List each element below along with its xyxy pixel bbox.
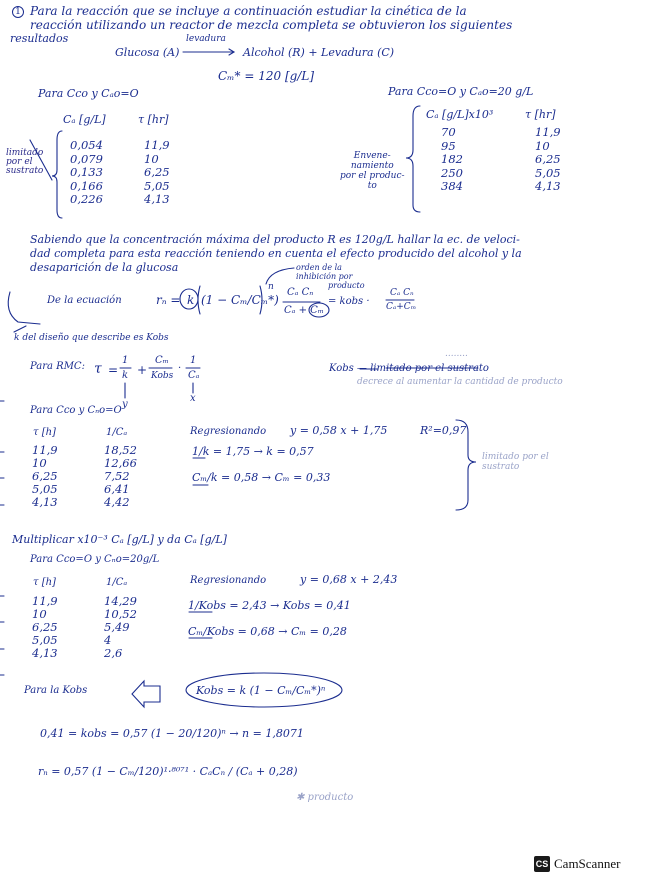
table-left-col1-header: Cₐ [g/L] <box>63 113 106 126</box>
table-cell: 4,13 <box>32 495 58 509</box>
rate-eq-note-top: orden de la <box>296 263 342 272</box>
cr-max-value: Cₘ* = 120 [g/L] <box>218 69 314 83</box>
rmc-one: 1 <box>190 355 197 366</box>
table-cell: 10 <box>535 138 550 153</box>
table-cell: 6,25 <box>535 152 561 167</box>
table-cell: 5,05 <box>535 165 561 180</box>
table-cell: 0,166 <box>70 178 103 193</box>
table-cell: 2,6 <box>104 646 123 660</box>
table-cell: 95 <box>441 138 456 153</box>
block1-step-1: 1/k = 1,75 → k = 0,57 <box>192 445 314 458</box>
block2-regression-eq: y = 0,68 x + 2,43 <box>300 573 398 586</box>
table-cell: 6,25 <box>32 620 58 634</box>
table-cell: 6,41 <box>104 482 130 496</box>
kobs-label: Para la Kobs <box>24 685 88 696</box>
problem-line-1: Sabiendo que la concentración máxima del producto R es 120g/L hallar la ec. de veloci- <box>30 233 520 246</box>
table-cell: 4,13 <box>144 192 170 207</box>
table-cell: 5,05 <box>144 178 170 193</box>
footer-band <box>0 820 649 883</box>
reaction-catalyst: levadura <box>186 34 226 44</box>
table-cell: 10 <box>32 456 47 470</box>
rate-eq-label: De la ecuación <box>47 295 122 306</box>
problem-line-3: desaparición de la glucosa <box>30 261 179 274</box>
rmc-dot: · <box>178 363 182 374</box>
table-cell: 4,13 <box>32 646 58 660</box>
block1-regression-label: Regresionando <box>190 426 267 437</box>
table-cell: 182 <box>441 152 463 167</box>
rmc-cm: Cₘ <box>155 355 169 366</box>
rate-eq-describe: k del diseño que describe es Kobs <box>14 333 169 343</box>
block1-brace-note: limitado por el sustrato <box>482 452 549 472</box>
table-cell: 11,9 <box>535 125 561 139</box>
table-cell: 18,52 <box>104 443 137 457</box>
rmc-one-over-k-num: 1 <box>122 355 129 366</box>
rate-eq-note-mid: inhibición por <box>296 272 353 281</box>
table-cell: 4,42 <box>104 495 130 509</box>
rate-eq-k: k <box>187 293 195 307</box>
block2-regression-label: Regresionando <box>190 575 267 586</box>
rmc-under-right: x <box>190 393 196 404</box>
table-right-col1-header: Cₐ [g/L]x10³ <box>426 108 494 121</box>
intro-line-1: Para la reacción que se incluye a continuación estudiar la cinética de la <box>30 4 467 18</box>
rate-eq-note-bot: producto <box>328 281 365 290</box>
block1-col2-header: 1/Cₐ <box>106 427 128 438</box>
table-cell: 10 <box>32 607 47 621</box>
table-cell: 6,25 <box>32 469 58 483</box>
problem-number: 1 <box>12 6 24 18</box>
block1-col1-header: τ [h] <box>33 427 56 438</box>
table-cell: 11,9 <box>144 138 170 152</box>
rmc-tau: τ <box>94 361 102 377</box>
table-right-col2-header: τ [hr] <box>525 108 556 121</box>
table-cell: 7,52 <box>104 469 130 483</box>
rate-eq-factor: (1 − Cₘ/Cₘ*) <box>201 293 279 307</box>
table-cell: 10 <box>144 151 159 166</box>
rate-eq-exponent: n <box>268 282 274 292</box>
block1-title: Para Cco y Cₙo=O <box>30 405 122 416</box>
table-cell: 250 <box>441 165 463 180</box>
multiply-note: Multiplicar x10⁻³ Cₐ [g/L] y da Cₐ [g/L] <box>12 533 227 546</box>
block1-regression-eq: y = 0,58 x + 1,75 <box>290 424 388 437</box>
camscanner-badge <box>534 856 620 872</box>
rmc-kobs: Kobs <box>151 371 174 381</box>
rate-eq-frac-num: Cₐ Cₙ <box>287 287 314 298</box>
camscanner-logo-icon: CS <box>534 856 550 872</box>
table-cell: 12,66 <box>104 456 137 470</box>
table-cell: 0,226 <box>70 192 103 207</box>
problem-line-2: dad completa para esta reacción teniendo en cuenta el efecto producido del alcohol y la <box>30 247 522 260</box>
table-cell: 14,29 <box>104 594 137 608</box>
table-cell: 0,133 <box>70 165 103 180</box>
rmc-eq-sign: = <box>108 363 119 377</box>
table-left-title: Para Cco y Cₐo=O <box>38 87 139 100</box>
kobs-producto-note: ✱ producto <box>296 792 354 803</box>
table-cell: 5,49 <box>104 620 130 634</box>
block2-col2-header: 1/Cₐ <box>106 577 128 588</box>
table-cell: 0,079 <box>70 151 103 166</box>
table-cell: 11,9 <box>32 594 58 608</box>
table-cell: 6,25 <box>144 165 170 180</box>
kobs-boxed-eq: Kobs = k (1 − Cₘ/Cₘ*)ⁿ <box>196 684 326 697</box>
rmc-one-over-k-den: k <box>122 370 129 381</box>
rmc-label: Para RMC: <box>30 361 85 372</box>
rmc-kobs-note-2: decrece al aumentar la cantidad de producto <box>357 377 563 387</box>
table-left-side-label: limitado por el sustrato <box>6 148 44 176</box>
rmc-kobs-note: Kobs — limitado por el sustrato <box>329 363 489 374</box>
block1-r2: R²=0,97 <box>420 424 467 437</box>
table-cell: 4 <box>104 633 112 647</box>
table-right-title: Para Cco=O y Cₐo=20 g/L <box>388 85 534 98</box>
rate-eq-kobs: = kobs · <box>328 296 370 307</box>
kobs-calc: 0,41 = kobs = 0,57 (1 − 20/120)ⁿ → n = 1,8071 <box>40 727 304 740</box>
rate-eq-kobs-num: Cₐ Cₙ <box>390 288 414 298</box>
table-cell: 4,13 <box>535 179 561 194</box>
block2-col1-header: τ [h] <box>33 577 56 588</box>
table-cell: 70 <box>441 125 456 139</box>
rmc-under-left: y <box>122 399 128 410</box>
table-cell: 5,05 <box>32 482 58 496</box>
table-left-col2-header: τ [hr] <box>138 113 169 126</box>
table-cell: 0,054 <box>70 138 103 152</box>
table-right-side-label: Envene- namiento por el produc- to <box>340 151 405 191</box>
reaction-reactant: Glucosa (A) <box>115 46 180 59</box>
block1-step-2: Cₘ/k = 0,58 → Cₘ = 0,33 <box>192 471 331 484</box>
rmc-ca: Cₐ <box>188 370 200 381</box>
kobs-final-eq: rₙ = 0,57 (1 − Cₘ/120)¹·⁸⁰⁷¹ · CₐCₙ / (Cₐ + 0,28) <box>38 765 298 778</box>
rmc-dots: ........ <box>445 349 468 359</box>
block2-title: Para Cco=O y Cₙo=20g/L <box>30 554 160 565</box>
rate-eq-kobs-den: Cₐ+Cₘ <box>386 302 417 312</box>
rate-eq-lhs: rₙ = <box>156 293 181 307</box>
block2-step-1: 1/Kobs = 2,43 → Kobs = 0,41 <box>188 599 351 612</box>
reaction-products: Alcohol (R) + Levadura (C) <box>243 46 395 59</box>
intro-line-3: resultados <box>10 32 69 45</box>
intro-line-2: reacción utilizando un reactor de mezcla completa se obtuvieron los siguientes <box>30 18 513 32</box>
table-cell: 384 <box>441 179 463 194</box>
table-cell: 5,05 <box>32 633 58 647</box>
rmc-plus: + <box>137 363 148 377</box>
table-cell: 11,9 <box>32 443 58 457</box>
rate-eq-frac-den: Cₐ + Cₘ <box>284 305 324 316</box>
camscanner-brand: CamScanner <box>554 856 621 871</box>
table-cell: 10,52 <box>104 607 137 621</box>
block2-step-2: Cₘ/Kobs = 0,68 → Cₘ = 0,28 <box>188 625 347 638</box>
